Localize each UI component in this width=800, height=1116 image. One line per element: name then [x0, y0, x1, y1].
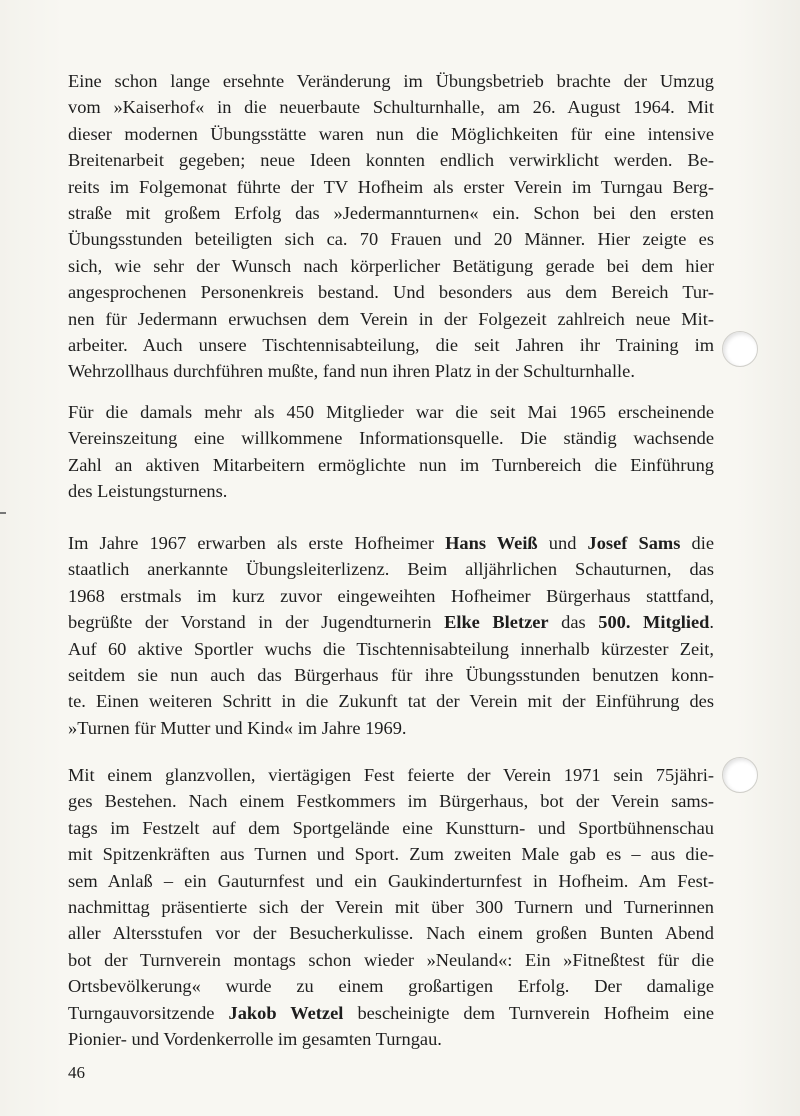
paragraph-1 — [68, 68, 714, 385]
text-run: nen für Jedermann erwuchsen dem Verein in der Folgezeit zahlreich neue Mit- — [68, 308, 714, 329]
text-run: und — [537, 533, 588, 553]
text-line — [68, 121, 714, 147]
text-run: staatlich anerkannte Übungsleiterlizenz. Beim alljährlichen Schauturnen, das — [68, 559, 714, 580]
text-run: Mit einem glanzvollen, viertägigen Fest feierte der Verein 1971 sein 75jähri- — [68, 765, 714, 785]
punch-hole-bottom — [722, 757, 758, 793]
text-run: Vereinszeitung eine willkommene Informationsquelle. Die ständig wachsende — [68, 428, 714, 449]
page-number: 46 — [68, 1063, 85, 1082]
text-line — [68, 688, 714, 714]
text-line — [68, 94, 714, 120]
text-run: Auf 60 aktive Sportler wuchs die Tischtennisabteilung innerhalb kürzester Zeit, — [68, 638, 714, 659]
bold-name: 500. Mitglied — [598, 612, 710, 633]
text-run: »Turnen für Mutter und Kind« im Jahre 1969. — [68, 717, 407, 738]
text-run: tags im Festzelt auf dem Sportgelände eine Kunstturn- und Sportbühnenschau — [68, 817, 714, 838]
bold-name: Jakob Wetzel — [228, 1002, 344, 1023]
text-run: Breitenarbeit gegeben; neue Ideen konnten endlich verwirklicht werden. Be- — [68, 150, 714, 171]
text-run: seitdem sie nun auch das Bürgerhaus für ihre Übungsstunden benutzen konn- — [68, 665, 714, 686]
text-run: Für die damals mehr als 450 Mitglieder war die seit Mai 1965 erscheinende — [68, 402, 714, 422]
text-line — [68, 920, 714, 946]
paragraph-3 — [68, 530, 714, 741]
margin-mark — [0, 512, 6, 514]
text-run: mit Spitzenkräften aus Turnen und Sport. Zum zweiten Male gab es – aus die- — [68, 844, 714, 865]
text-run: straße mit großem Erfolg das »Jedermannturnen« ein. Schon bei den ersten — [68, 203, 714, 224]
text-run: sich, wie sehr der Wunsch nach körperlicher Betätigung gerade bei dem hier — [68, 255, 714, 276]
text-run: Übungsstunden beteiligten sich ca. 70 Frauen und 20 Männer. Hier zeigte es — [68, 229, 714, 250]
text-line — [68, 425, 714, 451]
text-line — [68, 478, 714, 504]
text-run: . — [709, 612, 715, 633]
text-run: aller Altersstufen vor der Besucherkulisse. Nach einem großen Bunten Abend — [68, 923, 714, 944]
text-run: Wehrzollhaus durchführen mußte, fand nun ihren Platz in der Schulturnhalle. — [68, 361, 635, 382]
text-line — [68, 279, 714, 305]
text-line — [68, 399, 714, 425]
text-line — [68, 947, 714, 973]
text-run: ges Bestehen. Nach einem Festkommers im Bürgerhaus, bot der Verein sams- — [68, 791, 714, 812]
text-line — [68, 841, 714, 867]
bold-name: Elke Bletzer — [444, 612, 549, 633]
text-line — [68, 583, 714, 609]
text-line — [68, 147, 714, 173]
bold-name: Hans Weiß — [445, 533, 538, 553]
text-run: Pionier- und Vordenkerrolle im gesamten Turngau. — [68, 1029, 442, 1050]
text-run: vom »Kaiserhof« in die neuerbaute Schulturnhalle, am 26. August 1964. Mit — [68, 97, 714, 118]
text-line — [68, 200, 714, 226]
paragraph-4 — [68, 762, 714, 1052]
text-line — [68, 788, 714, 814]
text-line — [68, 762, 714, 788]
text-line — [68, 1000, 714, 1026]
text-run: sem Anlaß – ein Gauturnfest und ein Gaukinderturnfest in Hofheim. Am Fest- — [68, 870, 714, 891]
text-line — [68, 358, 714, 384]
text-run: dieser modernen Übungsstätte waren nun die Möglichkeiten für eine intensive — [68, 123, 714, 144]
text-line — [68, 1026, 714, 1052]
text-run: begrüßte der Vorstand in der Jugendturnerin — [68, 612, 445, 633]
text-run: Turngauvorsitzende — [68, 1002, 229, 1023]
text-run: nachmittag präsentierte sich der Verein mit über 300 Turnern und Turnerinnen — [68, 897, 714, 918]
text-line — [68, 332, 714, 358]
text-run: bescheinigte dem Turnverein Hofheim eine — [343, 1002, 714, 1023]
punch-hole-top — [722, 331, 758, 367]
paragraph-2 — [68, 399, 714, 505]
text-run: die — [680, 533, 714, 553]
text-line — [68, 253, 714, 279]
text-line — [68, 894, 714, 920]
text-run: das — [548, 612, 599, 633]
text-run: Ortsbevölkerung« wurde zu einem großartigen Erfolg. Der damalige — [68, 976, 714, 997]
text-run: reits im Folgemonat führte der TV Hofheim als erster Verein im Turngau Berg- — [68, 176, 714, 197]
text-line — [68, 68, 714, 94]
text-run: bot der Turnverein montags schon wieder »Neuland«: Ein »Fitneßtest für die — [68, 949, 714, 970]
text-run: Eine schon lange ersehnte Veränderung im Übungsbetrieb brachte der Umzug — [68, 71, 714, 91]
text-run: arbeiter. Auch unsere Tischtennisabteilung, die seit Jahren ihr Training im — [68, 335, 714, 356]
text-line — [68, 609, 714, 635]
bold-name: Josef Sams — [587, 533, 681, 553]
text-line — [68, 226, 714, 252]
text-run: des Leistungsturnens. — [68, 481, 228, 502]
text-line — [68, 174, 714, 200]
text-line — [68, 868, 714, 894]
text-line — [68, 815, 714, 841]
text-line — [68, 306, 714, 332]
text-line — [68, 452, 714, 478]
text-line — [68, 636, 714, 662]
text-run: angesprochenen Personenkreis bestand. Und besonders aus dem Bereich Tur- — [68, 282, 714, 303]
text-line — [68, 530, 714, 556]
text-run: Zahl an aktiven Mitarbeitern ermöglichte nun im Turnbereich die Einführung — [68, 454, 714, 475]
text-line — [68, 715, 714, 741]
text-run: Im Jahre 1967 erwarben als erste Hofheimer — [68, 533, 446, 553]
text-line — [68, 662, 714, 688]
text-line — [68, 556, 714, 582]
text-run: te. Einen weiteren Schritt in die Zukunft tat der Verein mit der Einführung des — [68, 691, 714, 712]
text-run: 1968 erstmals im kurz zuvor eingeweihten Hofheimer Bürgerhaus stattfand, — [68, 585, 714, 606]
text-line — [68, 973, 714, 999]
